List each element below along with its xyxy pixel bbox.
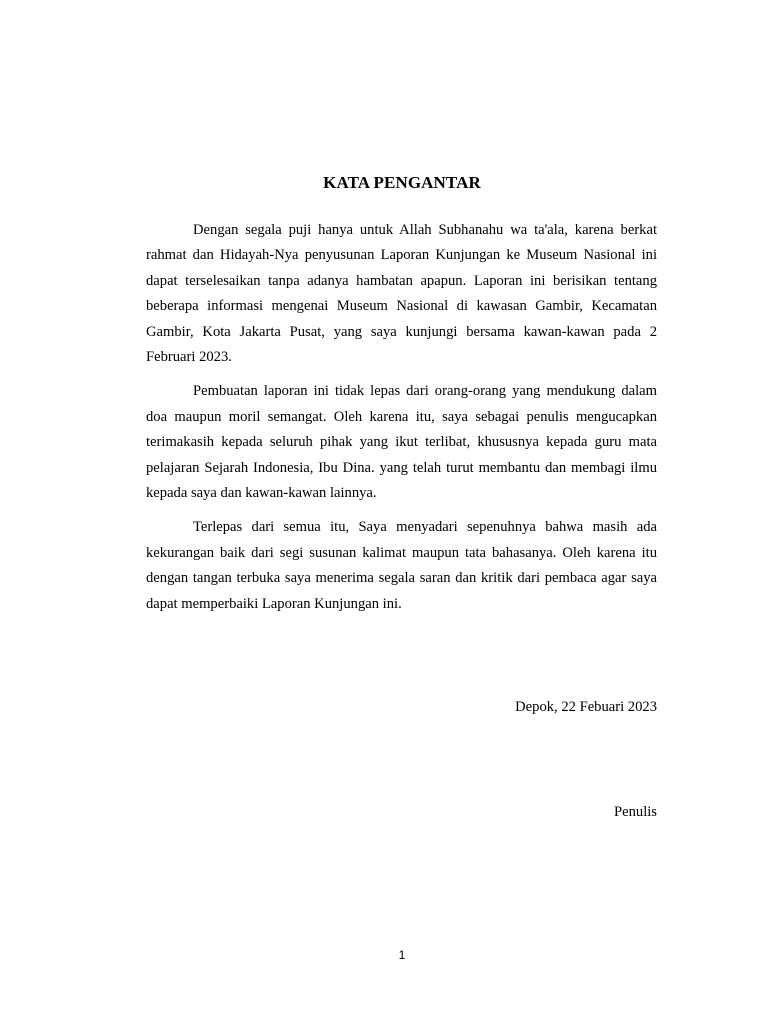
place-date: Depok, 22 Febuari 2023	[515, 699, 657, 715]
body-text	[146, 218, 657, 626]
paragraph-3: Terlepas dari semua itu, Saya menyadari sepenuhnya bahwa masih ada kekurangan baik dari segi susunan kalimat maupun tata bahasanya. Oleh karena itu dengan tangan terbuka saya menerima segala saran dan kritik dari pembaca agar saya dapat memperbaiki Laporan Kunjungan ini.	[146, 519, 657, 612]
paragraph-1: Dengan segala puji hanya untuk Allah Subhanahu wa ta'ala, karena berkat rahmat dan Hidayah-Nya penyusunan Laporan Kunjungan ke Museum Nasional ini dapat terselesaikan tanpa adanya hambatan apapun. Laporan ini berisikan tentang beberapa informasi mengenai Museum Nasional di kawasan Gambir, Kecamatan Gambir, Kota Jakarta Pusat, yang saya kunjungi bersama kawan-kawan pada 2 Februari 2023.	[146, 222, 657, 366]
paragraph-2: Pembuatan laporan ini tidak lepas dari orang-orang yang mendukung dalam doa maupun moril semangat. Oleh karena itu, saya sebagai penulis mengucapkan terimakasih kepada seluruh pihak yang ikut terlibat, khususnya kepada guru mata pelajaran Sejarah Indonesia, Ibu Dina. yang telah turut membantu dan membagi ilmu kepada saya dan kawan-kawan lainnya.	[146, 383, 657, 502]
signer-label: Penulis	[614, 804, 657, 820]
page-title: KATA PENGANTAR	[323, 173, 481, 192]
page-number: 1	[398, 948, 406, 962]
